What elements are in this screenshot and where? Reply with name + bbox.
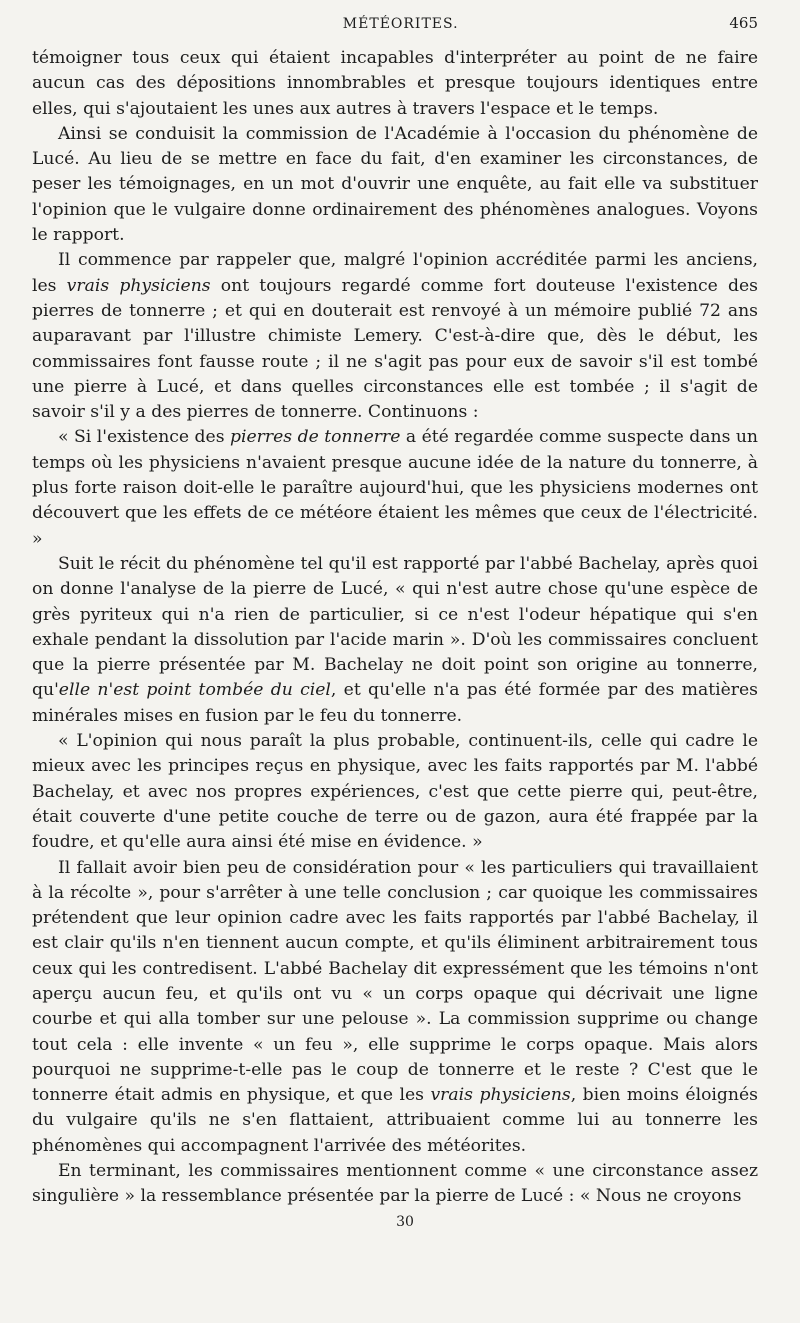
italic-phrase: pierres de tonnerre	[230, 427, 401, 448]
running-head	[32, 14, 758, 42]
text-run: , et qu'elle n'a pas été formée par des matières minérales mises en fusion par le feu du tonnerre.	[32, 680, 759, 726]
text-run: , bien moins éloignés du vulgaire qu'ils ne s'en flattaient, attribuaient comme lui au tonnerre les phénomènes qui accompagnent l'arrivée des météorites.	[32, 1085, 758, 1156]
paragraph	[32, 122, 758, 248]
paragraph	[32, 856, 758, 1160]
text-run: Ainsi se conduisit la commission de l'Académie à l'occasion du phénomène de Lucé. Au lieu de se mettre en face du fait, d'en examiner les circonstances, de peser les témoignages, en un mot d'ouvrir une enquête, au fait elle va substituer l'opinion que le vulgaire donne ordinairement des phénomènes analogues. Voyons le rapport.	[32, 123, 758, 246]
text-run: Il commence par rappeler que, malgré l'opinion accréditée parmi les anciens, les	[32, 250, 758, 296]
paragraph	[32, 552, 758, 729]
body-text	[32, 46, 758, 1210]
italic-phrase: vrais physiciens	[430, 1085, 571, 1106]
paragraph	[32, 46, 758, 122]
signature-mark: 30	[396, 1213, 414, 1230]
text-run: ont toujours regardé comme fort douteuse l'existence des pierres de tonnerre ; et qui en douterait est renvoyé à un mémoire publié 72 ans auparavant par l'illustre chimiste Lemery. C'est-à-dire que, dès le début, les commissaires font fausse route ; il ne s'agit pas pour eux de savoir s'il est tombé une pierre à Lucé, et dans quelles circonstances elle est tombée ; il s'agit de savoir s'il y a des pierres de tonnerre. Continuons :	[32, 275, 758, 423]
text-run: Il fallait avoir bien peu de considération pour « les particuliers qui travaillaient à la récolte », pour s'arrêter à une telle conclusion ; car quoique les commissaires prétendent que leur opinion cadre avec les faits rapportés par l'abbé Bachelay, il est clair qu'ils n'en tiennent aucun compte, et qu'ils éliminent arbitrairement tous ceux qui les contredisent. L'abbé Bachelay dit expressément que les témoins n'ont aperçu aucun feu, et qu'ils ont vu « un corps opaque qui décrivait une ligne courbe et qui alla tomber sur une pelouse ». La commission supprime ou change tout cela : elle invente « un feu », elle supprime le corps opaque. Mais alors pourquoi ne supprime-t-elle pas le coup de tonnerre et le reste ? C'est que le tonnerre était admis en physique, et que les	[32, 857, 758, 1106]
paragraph	[32, 425, 758, 551]
text-run: a été regardée comme suspecte dans un temps où les physiciens n'avaient presque aucune idée de la nature du tonnerre, à plus forte raison doit-elle le paraître aujourd'hui, que les physiciens modernes ont découvert que les effets de ce météore étaient les mêmes que ceux de l'électricité. »	[32, 427, 758, 549]
running-title: MÉTÉORITES.	[342, 16, 459, 32]
text-run: Suit le récit du phénomène tel qu'il est rapporté par l'abbé Bachelay, après quoi on donne l'analyse de la pierre de Lucé, « qui n'est autre chose qu'une espèce de grès pyriteux qui n'a rien de particulier, si ce n'est l'odeur hépatique qui s'en exhale pendant la dissolution par l'acide marin ». D'où les commissaires concluent que la pierre présentée par M. Bachelay ne doit point son origine au tonnerre, qu'	[32, 553, 758, 701]
italic-phrase: elle n'est point tombée du ciel	[58, 680, 331, 701]
paragraph	[32, 729, 758, 855]
italic-phrase: vrais physiciens	[66, 275, 211, 296]
text-run: « Si l'existence des	[58, 427, 231, 448]
paragraph	[32, 1159, 758, 1210]
book-page	[32, 14, 758, 1230]
text-run: En terminant, les commissaires mentionnent comme « une circonstance assez singulière » la ressemblance présentée par la pierre de Lucé : « Nous ne croyons	[32, 1161, 758, 1207]
paragraph	[32, 248, 758, 425]
text-run: « L'opinion qui nous paraît la plus probable, continuent-ils, celle qui cadre le mieux avec les principes reçus en physique, avec les faits rapportés par M. l'abbé Bachelay, et avec nos propres expériences, c'est que cette pierre qui, peut-être, était couverte d'une petite couche de terre ou de gazon, aura été frappée par la foudre, et qu'elle aura ainsi été mise en évidence. »	[32, 731, 758, 853]
page-number: 465	[729, 14, 758, 32]
text-run: témoigner tous ceux qui étaient incapables d'interpréter au point de ne faire aucun cas des dépositions innombrables et presque toujours identiques entre elles, qui s'ajoutaient les unes aux autres à travers l'espace et le temps.	[32, 48, 758, 119]
